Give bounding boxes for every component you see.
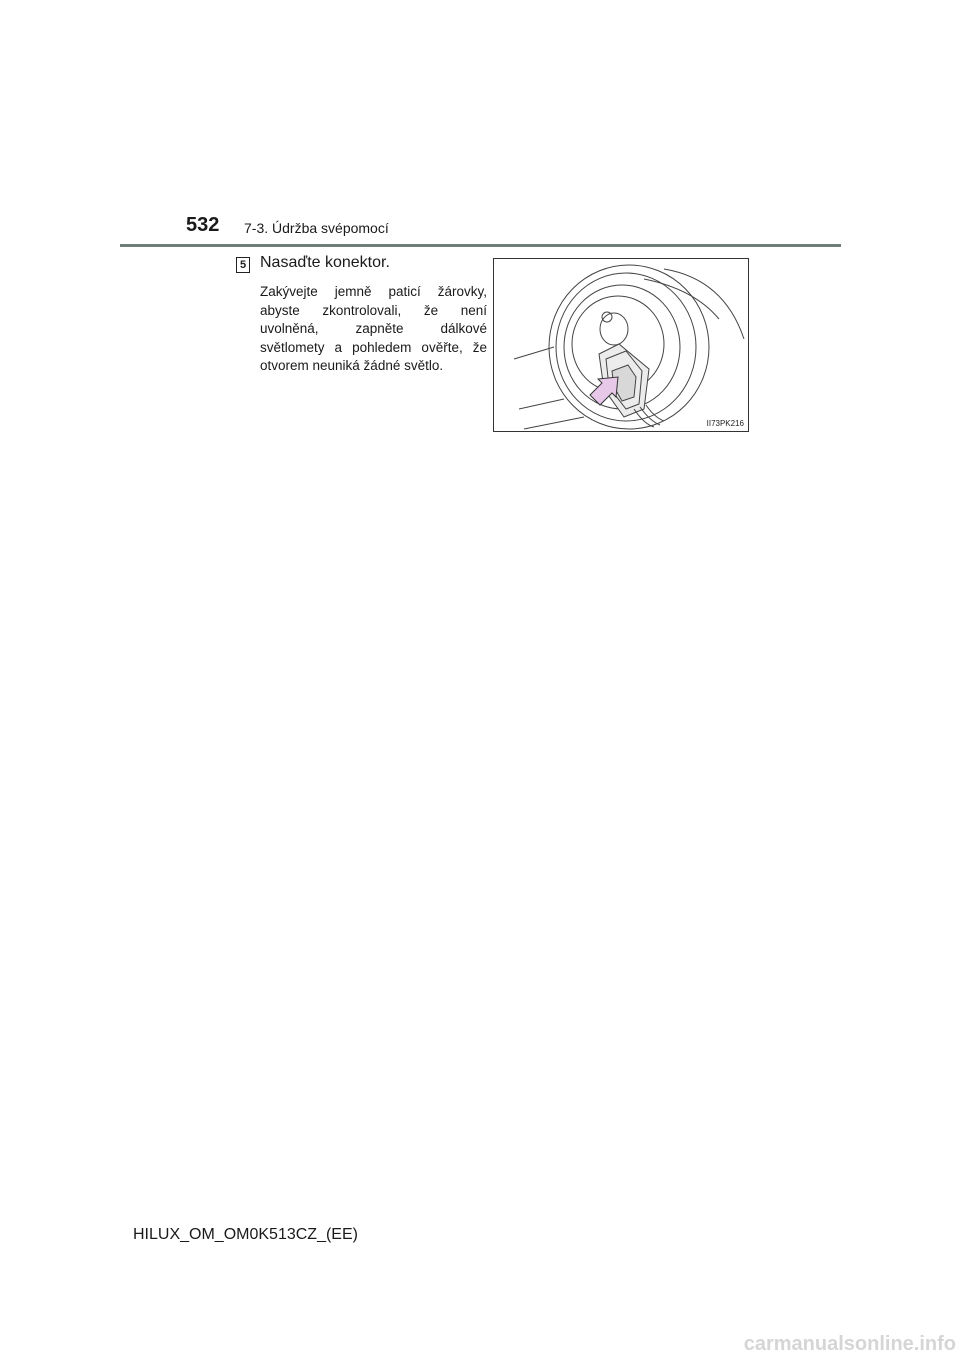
document-id: HILUX_OM_OM0K513CZ_(EE) [133, 1226, 358, 1243]
section-title: 7-3. Údržba svépomocí [244, 220, 389, 236]
step-number-badge: 5 [236, 257, 250, 273]
watermark: carmanualsonline.info [743, 1333, 956, 1355]
header-rule [120, 244, 841, 247]
figure-code: II73PK216 [706, 419, 744, 428]
step-heading: Nasaďte konektor. [260, 254, 390, 271]
step-body: Zakývejte jemně paticí žárovky, abyste zkontrolovali, že není uvolněná, zapněte dálkové světlomety a pohledem ověřte, že otvorem neuniká žádné světlo. [260, 284, 487, 373]
figure-headlight-connector [493, 258, 749, 432]
page-number: 532 [186, 214, 220, 236]
headlight-connector-illustration [494, 259, 748, 431]
